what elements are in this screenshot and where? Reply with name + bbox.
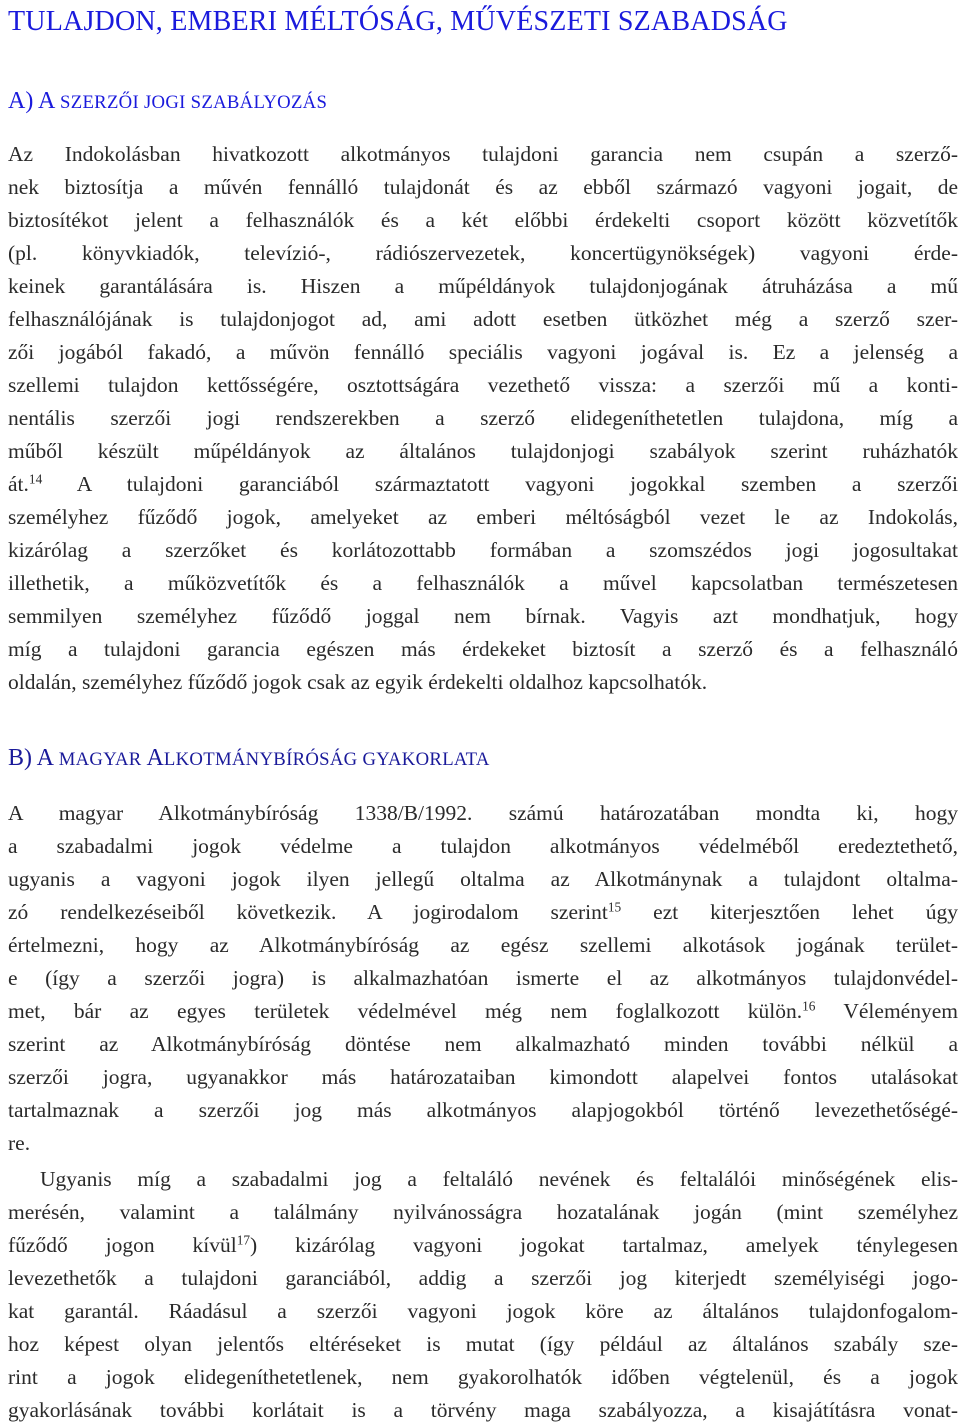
text-line: személyhez fűződő jogok, amelyeket az emberi méltóságból vezet le az Indokolás, — [8, 505, 958, 529]
section-heading-b — [8, 745, 490, 772]
text-line: nek biztosítja a művén fennálló tulajdonát és az ebből származó vagyoni jogait, de — [8, 175, 958, 199]
text-line: oldalán, személyhez fűződő jogok csak az egyik érdekelti oldalhoz kapcsolhatók. — [8, 670, 708, 694]
text-line — [8, 1229, 958, 1262]
footnote-ref-17[interactable]: 17 — [236, 1232, 251, 1248]
section-heading-b-text-2: LKOTMÁNYBÍRÓSÁG GYAKORLATA — [163, 749, 490, 770]
text-line: Ugyanis míg a szabadalmi jog a feltaláló nevének és feltalálói minőségének elis- — [40, 1167, 958, 1191]
text-line: kat garantál. Ráadásul a szerzői vagyoni jogok köre az általános tulajdonfogalom- — [8, 1299, 958, 1323]
text-line: a szabadalmi jogok védelme a tulajdon alkotmányos védelméből eredeztethető, — [8, 834, 958, 858]
text-line: tartalmaznak a szerzői jog más alkotmányos alapjogokból történő levezethetőségé- — [8, 1098, 958, 1122]
text-line — [8, 995, 958, 1028]
page-title: TULAJDON, EMBERI MÉLTÓSÁG, MŰVÉSZETI SZABADSÁG — [8, 6, 788, 37]
section-heading-a-text: SZERZŐI JOGI SZABÁLYOZÁS — [60, 92, 328, 113]
text-fragment: A tulajdoni garanciából származtatott vagyoni jogokkal szemben a szerzői — [76, 472, 958, 496]
section-heading-a — [8, 88, 327, 115]
section-c-paragraph — [8, 1163, 958, 1427]
text-fragment: fűződő jogon kívül — [8, 1233, 237, 1257]
text-line: nentális szerzői jogi rendszerekben a szerző elidegeníthetetlen tulajdona, míg a — [8, 406, 958, 430]
text-line: szellemi tulajdon kettősségére, osztottságára vezethető vissza: a szerzői mű a konti- — [8, 373, 958, 397]
section-a-paragraph — [8, 138, 958, 699]
text-fragment: zó rendelkezéseiből következik. A jogirodalom szerint — [8, 900, 608, 924]
section-heading-b-text-1: MAGYAR — [58, 749, 147, 770]
footnote-ref-16[interactable]: 16 — [802, 998, 816, 1014]
text-line: gyakorlásának további korlátait is a törvény maga szabályozza, a kisajátításra vonat- — [8, 1398, 958, 1422]
text-line: semmilyen személyhez fűződő joggal nem bírnak. Vagyis azt mondhatjuk, hogy — [8, 604, 958, 628]
text-line: Az Indokolásban hivatkozott alkotmányos tulajdoni garancia nem csupán a szerző- — [8, 142, 958, 166]
section-heading-a-prefix: A) A — [8, 88, 61, 114]
text-line: ugyanis a vagyoni jogok ilyen jellegű oltalma az Alkotmánynak a tulajdont oltalma- — [8, 867, 958, 891]
text-fragment: ) kizárólag vagyoni jogokat tartalmaz, amelyek ténylegesen — [250, 1233, 958, 1257]
section-b-paragraph — [8, 797, 958, 1160]
text-line: rint a jogok elidegeníthetetlenek, nem gyakorolhatók időben végtelenül, és a jogok — [8, 1365, 958, 1389]
section-heading-b-cap: A — [146, 745, 164, 771]
text-fragment: ezt kiterjesztően lehet úgy — [653, 900, 958, 924]
text-line: értelmezni, hogy az Alkotmánybíróság az egész szellemi alkotások jogának terület- — [8, 933, 958, 957]
text-line: (pl. könyvkiadók, televízió-, rádiószervezetek, koncertügynökségek) vagyoni érde- — [8, 241, 958, 265]
text-line: re. — [8, 1131, 31, 1155]
footnote-ref-14[interactable]: 14 — [28, 471, 43, 487]
text-line — [8, 896, 958, 929]
text-line: szerint az Alkotmánybíróság döntése nem alkalmazható minden további nélkül a — [8, 1032, 958, 1056]
text-line: műből készült műpéldányok az általános tulajdonjogi szabályok szerint ruházhatók — [8, 439, 958, 463]
text-line: kizárólag a szerzőket és korlátozottabb formában a szomszédos jogi jogosultakat — [8, 538, 958, 562]
text-line — [8, 468, 958, 501]
text-line: zői jogából fakadó, a művön fennálló speciális vagyoni jogával is. Ez a jelenség a — [8, 340, 958, 364]
text-line: merésén, valamint a találmány nyilvánosságra hozatalának jogán (mint személyhez — [8, 1200, 958, 1224]
text-fragment: Véleményem — [843, 999, 958, 1023]
text-line: hoz képest olyan jelentős eltéréseket is mutat (így például az általános szabály sze- — [8, 1332, 958, 1356]
text-fragment: át. — [8, 472, 29, 496]
text-line: e (így a szerzői jogra) is alkalmazhatóan ismerte el az alkotmányos tulajdonvédel- — [8, 966, 958, 990]
text-line: illethetik, a műközvetítők és a felhasználók a művel kapcsolatban természetesen — [8, 571, 958, 595]
footnote-ref-15[interactable]: 15 — [607, 899, 622, 915]
text-line: keinek garantálására is. Hiszen a műpéldányok tulajdonjogának átruházása a mű — [8, 274, 958, 298]
text-line: míg a tulajdoni garancia egészen más érdekeket biztosít a szerző és a felhasználó — [8, 637, 958, 661]
text-line: levezethetők a tulajdoni garanciából, addig a szerzői jog kiterjedt személyiségi jogo- — [8, 1266, 958, 1290]
text-fragment: met, bár az egyes területek védelmével még nem foglalkozott külön. — [8, 999, 803, 1023]
text-line: biztosítékot jelent a felhasználók és a két előbbi érdekelti csoport között közvetítők — [8, 208, 958, 232]
text-line: felhasználójának is tulajdonjogot ad, ami adott esetben ütközhet még a szerző szer- — [8, 307, 958, 331]
section-heading-b-prefix: B) A — [8, 745, 59, 771]
text-line: szerzői jogra, ugyanakkor más határozataiban kimondott alapelvei fontos utalásokat — [8, 1065, 958, 1089]
text-line: A magyar Alkotmánybíróság 1338/B/1992. számú határozatában mondta ki, hogy — [8, 801, 958, 825]
